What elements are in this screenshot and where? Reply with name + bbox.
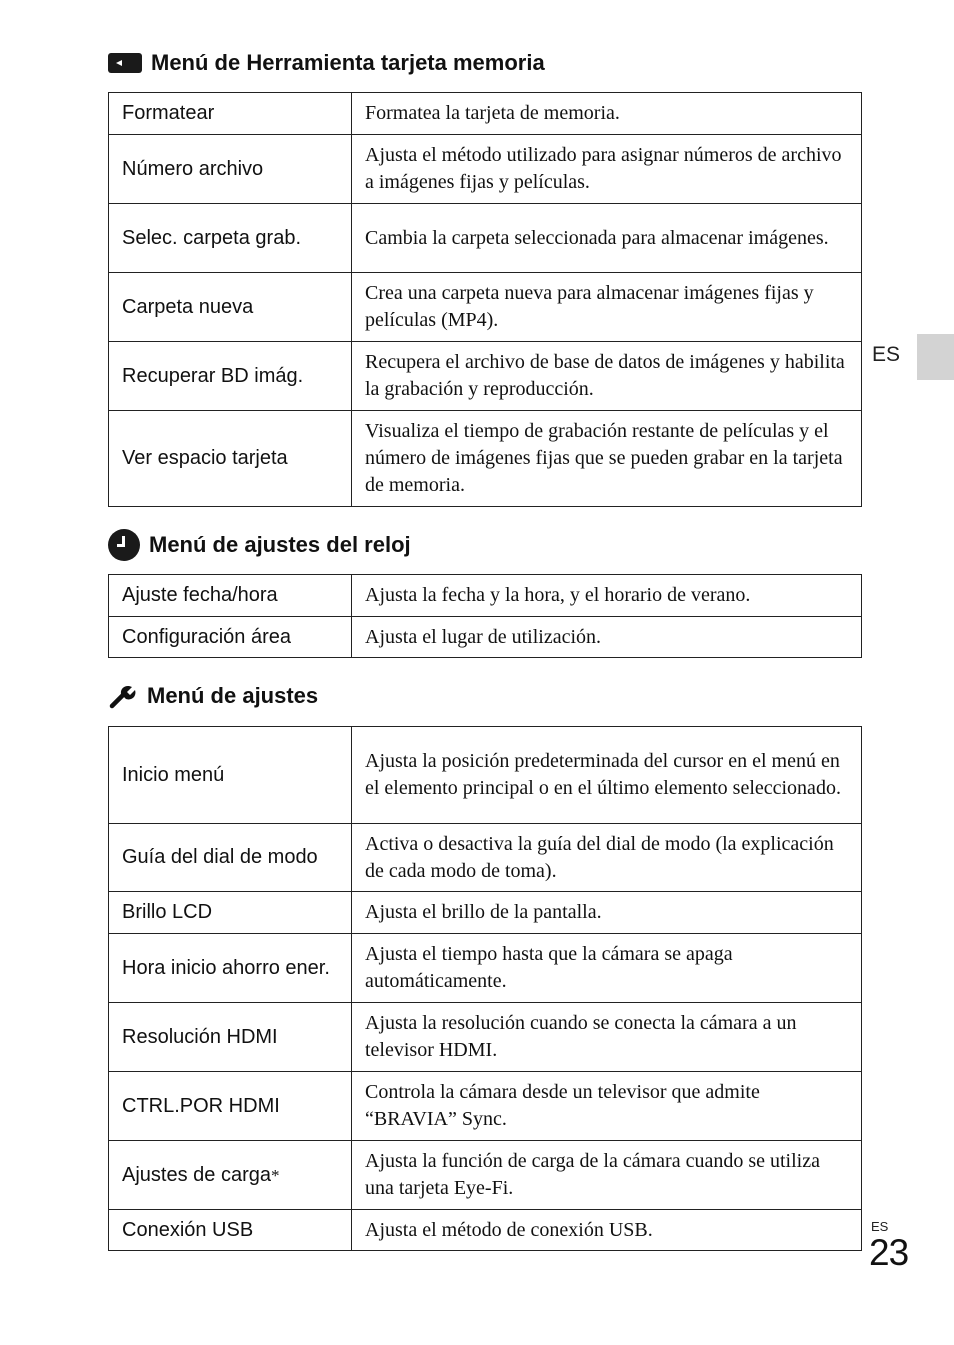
menu-item-name: Ajustes de carga [122, 1163, 271, 1186]
menu-item-description: Visualiza el tiempo de grabación restante de películas y el número de imágenes fijas que se pueden grabar en la tarjeta de memoria. [352, 411, 862, 507]
table-row [109, 342, 862, 411]
menu-item-name: Resolución HDMI [109, 1003, 352, 1072]
menu-item-name: Selec. carpeta grab. [109, 204, 352, 273]
clock-icon [108, 529, 140, 561]
menu-item-description: Recupera el archivo de base de datos de imágenes y habilita la grabación y reproducción. [352, 342, 862, 411]
menu-item-name: Número archivo [109, 135, 352, 204]
table-row [109, 617, 862, 658]
section-title-settings [108, 683, 318, 709]
memory-card-menu-table [108, 92, 862, 507]
table-row [109, 93, 862, 135]
settings-menu-table [108, 726, 862, 1251]
section-title-memory-card-tool [108, 50, 545, 76]
menu-item-description: Ajusta el brillo de la pantalla. [352, 892, 862, 934]
wrench-icon [108, 683, 138, 709]
menu-item-name: Hora inicio ahorro ener. [109, 934, 352, 1003]
table-row [109, 575, 862, 617]
menu-item-description: Formatea la tarjeta de memoria. [352, 93, 862, 135]
menu-item-name: Conexión USB [109, 1210, 352, 1251]
table-row [109, 411, 862, 507]
page-language-label: ES [871, 1219, 889, 1234]
menu-item-description: Cambia la carpeta seleccionada para almacenar imágenes. [352, 204, 862, 273]
table-row [109, 204, 862, 273]
menu-item-description: Ajusta el lugar de utilización. [352, 617, 862, 658]
table-row [109, 1210, 862, 1251]
section-title-text: Menú de ajustes del reloj [149, 532, 411, 557]
menu-item-name: Configuración área [109, 617, 352, 658]
menu-item-name: CTRL.POR HDMI [109, 1072, 352, 1141]
menu-item-name: Formatear [109, 93, 352, 135]
clock-menu-table [108, 574, 862, 658]
menu-item-name: Recuperar BD imág. [109, 342, 352, 411]
menu-item-name: Brillo LCD [109, 892, 352, 934]
menu-item-description: Ajusta la función de carga de la cámara cuando se utiliza una tarjeta Eye-Fi. [352, 1141, 862, 1210]
menu-item-description: Activa o desactiva la guía del dial de modo (la explicación de cada modo de toma). [352, 824, 862, 892]
memory-card-icon [108, 53, 142, 73]
section-title-clock-settings [108, 529, 411, 561]
side-tab-label: ES [872, 343, 901, 366]
footnote-marker: * [270, 1165, 280, 1185]
language-side-tab [917, 334, 954, 380]
table-row [109, 727, 862, 824]
table-row [109, 1141, 862, 1210]
table-row [109, 934, 862, 1003]
menu-item-name: Guía del dial de modo [109, 824, 352, 892]
section-title-text: Menú de ajustes [147, 683, 319, 708]
menu-item-description: Ajusta la resolución cuando se conecta la cámara a un televisor HDMI. [352, 1003, 862, 1072]
menu-item-name: Inicio menú [109, 727, 352, 824]
menu-item-name: Carpeta nueva [109, 273, 352, 342]
page-number: 23 [869, 1232, 909, 1273]
menu-item-description: Controla la cámara desde un televisor que admite “BRAVIA” Sync. [352, 1072, 862, 1141]
menu-item-name: Ver espacio tarjeta [109, 411, 352, 507]
table-row [109, 1072, 862, 1141]
menu-item-description: Ajusta el método de conexión USB. [352, 1210, 862, 1251]
menu-item-name: Ajuste fecha/hora [109, 575, 352, 617]
section-title-text: Menú de Herramienta tarjeta memoria [151, 50, 545, 75]
menu-item-description: Crea una carpeta nueva para almacenar imágenes fijas y películas (MP4). [352, 273, 862, 342]
table-row [109, 892, 862, 934]
menu-item-description: Ajusta la fecha y la hora, y el horario de verano. [352, 575, 862, 617]
menu-item-description: Ajusta el método utilizado para asignar números de archivo a imágenes fijas y películas. [352, 135, 862, 204]
table-row [109, 135, 862, 204]
menu-item-description: Ajusta el tiempo hasta que la cámara se apaga automáticamente. [352, 934, 862, 1003]
table-row [109, 824, 862, 892]
table-row [109, 1003, 862, 1072]
table-row [109, 273, 862, 342]
menu-item-name-cell [109, 1141, 352, 1210]
menu-item-description: Ajusta la posición predeterminada del cursor en el menú en el elemento principal o en el último elemento seleccionado. [352, 727, 862, 824]
